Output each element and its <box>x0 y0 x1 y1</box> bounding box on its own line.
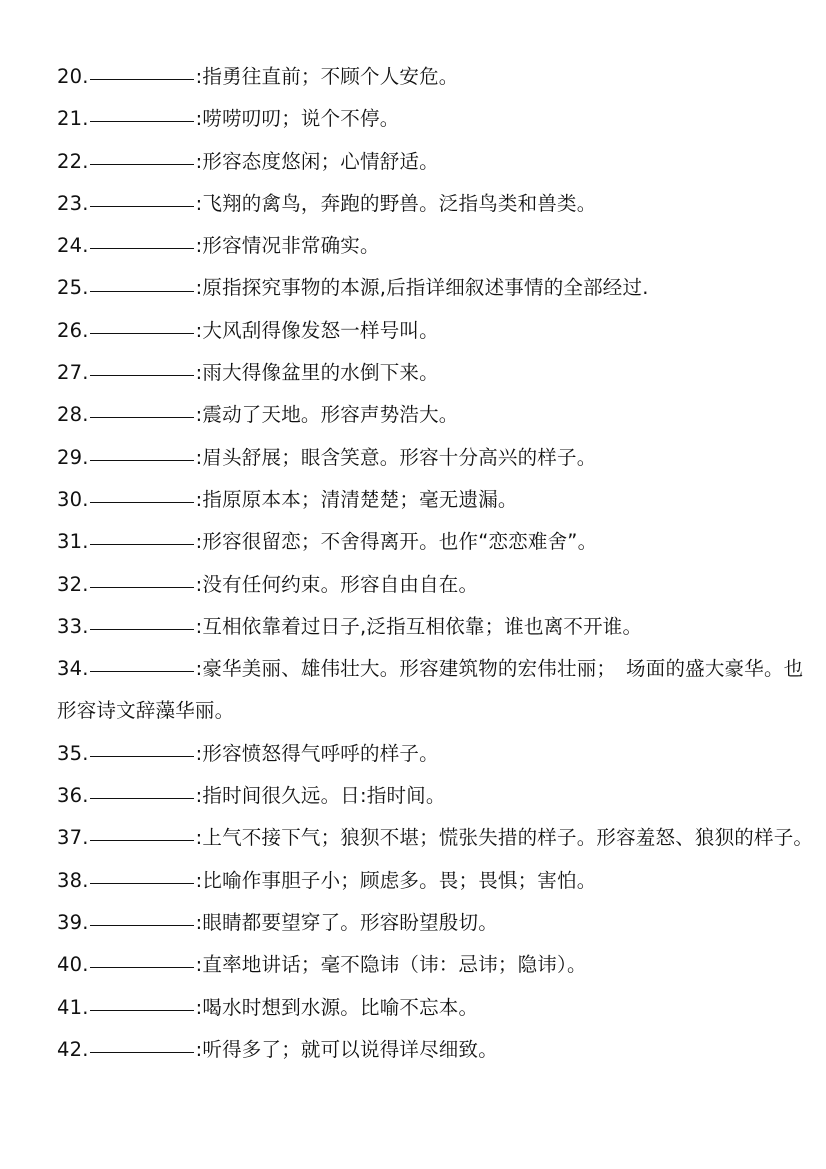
item-number: 39. <box>57 910 89 934</box>
answer-blank[interactable] <box>90 290 194 292</box>
item-definition: 眼睛都要望穿了。形容盼望殷切。 <box>202 910 498 934</box>
list-item: 34. :豪华美丽、雄伟壮大。形容建筑物的宏伟壮丽； 场面的盛大豪华。也形容诗文辞藻华丽。 <box>57 657 804 723</box>
answer-blank[interactable] <box>90 78 194 80</box>
item-number: 42. <box>57 1037 89 1061</box>
item-number: 33. <box>57 614 89 638</box>
item-number: 36. <box>57 784 89 808</box>
item-definition: 指原原本本；清清楚楚；毫无遗漏。 <box>202 487 518 511</box>
item-definition: 豪华美丽、雄伟壮大。形容建筑物的宏伟壮丽； 场面的盛大豪华。也形容诗文辞藻华丽。 <box>57 657 804 723</box>
item-definition: 形容情况非常确实。 <box>202 234 380 258</box>
item-definition: 大风刮得像发怒一样号叫。 <box>202 318 439 342</box>
item-number: 28. <box>57 403 89 427</box>
answer-blank[interactable] <box>90 205 194 207</box>
list-item: 25. :原指探究事物的本源,后指详细叙述事情的全部经过. <box>57 276 649 300</box>
item-definition: 上气不接下气；狼狈不堪；慌张失措的样子。形容羞怒、狼狈的样子。 <box>202 826 814 850</box>
answer-blank[interactable] <box>90 120 194 122</box>
item-definition: 雨大得像盆里的水倒下来。 <box>202 361 439 385</box>
answer-blank[interactable] <box>90 247 194 249</box>
item-number: 38. <box>57 868 89 892</box>
list-item: 30. :指原原本本；清清楚楚；毫无遗漏。 <box>57 487 518 511</box>
answer-blank[interactable] <box>90 543 194 545</box>
answer-blank[interactable] <box>90 163 194 165</box>
item-definition: 形容态度悠闲；心情舒适。 <box>202 149 439 173</box>
item-definition: 唠唠叨叨；说个不停。 <box>202 107 400 131</box>
answer-blank[interactable] <box>90 797 194 799</box>
list-item: 29. :眉头舒展；眼含笑意。形容十分高兴的样子。 <box>57 445 597 469</box>
list-item: 41. :喝水时想到水源。比喻不忘本。 <box>57 995 479 1019</box>
item-number: 20. <box>57 65 89 88</box>
answer-blank[interactable] <box>90 924 194 926</box>
answer-blank[interactable] <box>90 966 194 968</box>
list-item: 35. :形容愤怒得气呼呼的样子。 <box>57 741 439 765</box>
item-number: 27. <box>57 361 89 385</box>
item-definition: 眉头舒展；眼含笑意。形容十分高兴的样子。 <box>202 445 597 469</box>
answer-blank[interactable] <box>90 670 194 672</box>
list-item: 32. :没有任何约束。形容自由自在。 <box>57 572 479 596</box>
idiom-definition-list <box>57 56 819 1071</box>
item-definition: 形容愤怒得气呼呼的样子。 <box>202 741 439 765</box>
item-definition: 飞翔的禽鸟，奔跑的野兽。泛指鸟类和兽类。 <box>202 191 597 215</box>
item-number: 37. <box>57 826 89 850</box>
list-item: 20. :指勇往直前；不顾个人安危。 <box>57 65 459 88</box>
list-item: 31. :形容很留恋；不舍得离开。也作“恋恋难舍”。 <box>57 530 598 554</box>
item-definition: 指勇往直前；不顾个人安危。 <box>202 65 459 88</box>
item-definition: 没有任何约束。形容自由自在。 <box>202 572 479 596</box>
list-item: 21. :唠唠叨叨；说个不停。 <box>57 107 400 131</box>
item-definition: 互相依靠着过日子,泛指互相依靠；谁也离不开谁。 <box>202 614 643 638</box>
answer-blank[interactable] <box>90 332 194 334</box>
answer-blank[interactable] <box>90 501 194 503</box>
answer-blank[interactable] <box>90 628 194 630</box>
item-definition: 震动了天地。形容声势浩大。 <box>202 403 459 427</box>
item-number: 40. <box>57 953 89 977</box>
list-item: 33. :互相依靠着过日子,泛指互相依靠；谁也离不开谁。 <box>57 614 643 638</box>
item-number: 29. <box>57 445 89 469</box>
list-item: 38. :比喻作事胆子小；顾虑多。畏；畏惧；害怕。 <box>57 868 597 892</box>
item-number: 22. <box>57 149 89 173</box>
item-definition: 听得多了；就可以说得详尽细致。 <box>202 1037 498 1061</box>
list-item: 36. :指时间很久远。日:指时间。 <box>57 784 446 808</box>
list-item: 37. :上气不接下气；狼狈不堪；慌张失措的样子。形容羞怒、狼狈的样子。 <box>57 826 814 850</box>
answer-blank[interactable] <box>90 416 194 418</box>
answer-blank[interactable] <box>90 374 194 376</box>
list-item: 27. :雨大得像盆里的水倒下来。 <box>57 361 439 385</box>
item-definition: 指时间很久远。日:指时间。 <box>202 784 446 808</box>
item-number: 21. <box>57 107 89 131</box>
answer-blank[interactable] <box>90 1051 194 1053</box>
item-number: 32. <box>57 572 89 596</box>
answer-blank[interactable] <box>90 755 194 757</box>
answer-blank[interactable] <box>90 1009 194 1011</box>
item-definition: 直率地讲话；毫不隐讳（讳：忌讳；隐讳）。 <box>202 953 587 977</box>
list-item: 26. :大风刮得像发怒一样号叫。 <box>57 318 439 342</box>
item-definition: 形容很留恋；不舍得离开。也作“恋恋难舍”。 <box>202 530 598 554</box>
item-number: 26. <box>57 318 89 342</box>
item-definition: 喝水时想到水源。比喻不忘本。 <box>202 995 479 1019</box>
item-definition: 比喻作事胆子小；顾虑多。畏；畏惧；害怕。 <box>202 868 597 892</box>
list-item: 22. :形容态度悠闲；心情舒适。 <box>57 149 439 173</box>
answer-blank[interactable] <box>90 839 194 841</box>
list-item: 23. :飞翔的禽鸟，奔跑的野兽。泛指鸟类和兽类。 <box>57 191 597 215</box>
item-number: 31. <box>57 530 89 554</box>
item-number: 23. <box>57 191 89 215</box>
item-number: 34. <box>57 657 89 681</box>
answer-blank[interactable] <box>90 459 194 461</box>
item-number: 25. <box>57 276 89 300</box>
item-number: 24. <box>57 234 89 258</box>
answer-blank[interactable] <box>90 586 194 588</box>
item-definition: 原指探究事物的本源,后指详细叙述事情的全部经过. <box>202 276 649 300</box>
list-item: 42. :听得多了；就可以说得详尽细致。 <box>57 1037 498 1061</box>
item-number: 30. <box>57 487 89 511</box>
list-item: 24. :形容情况非常确实。 <box>57 234 380 258</box>
item-number: 35. <box>57 741 89 765</box>
list-item: 28. :震动了天地。形容声势浩大。 <box>57 403 459 427</box>
item-number: 41. <box>57 995 89 1019</box>
list-item: 40. :直率地讲话；毫不隐讳（讳：忌讳；隐讳）。 <box>57 953 587 977</box>
answer-blank[interactable] <box>90 882 194 884</box>
list-item: 39. :眼睛都要望穿了。形容盼望殷切。 <box>57 910 498 934</box>
